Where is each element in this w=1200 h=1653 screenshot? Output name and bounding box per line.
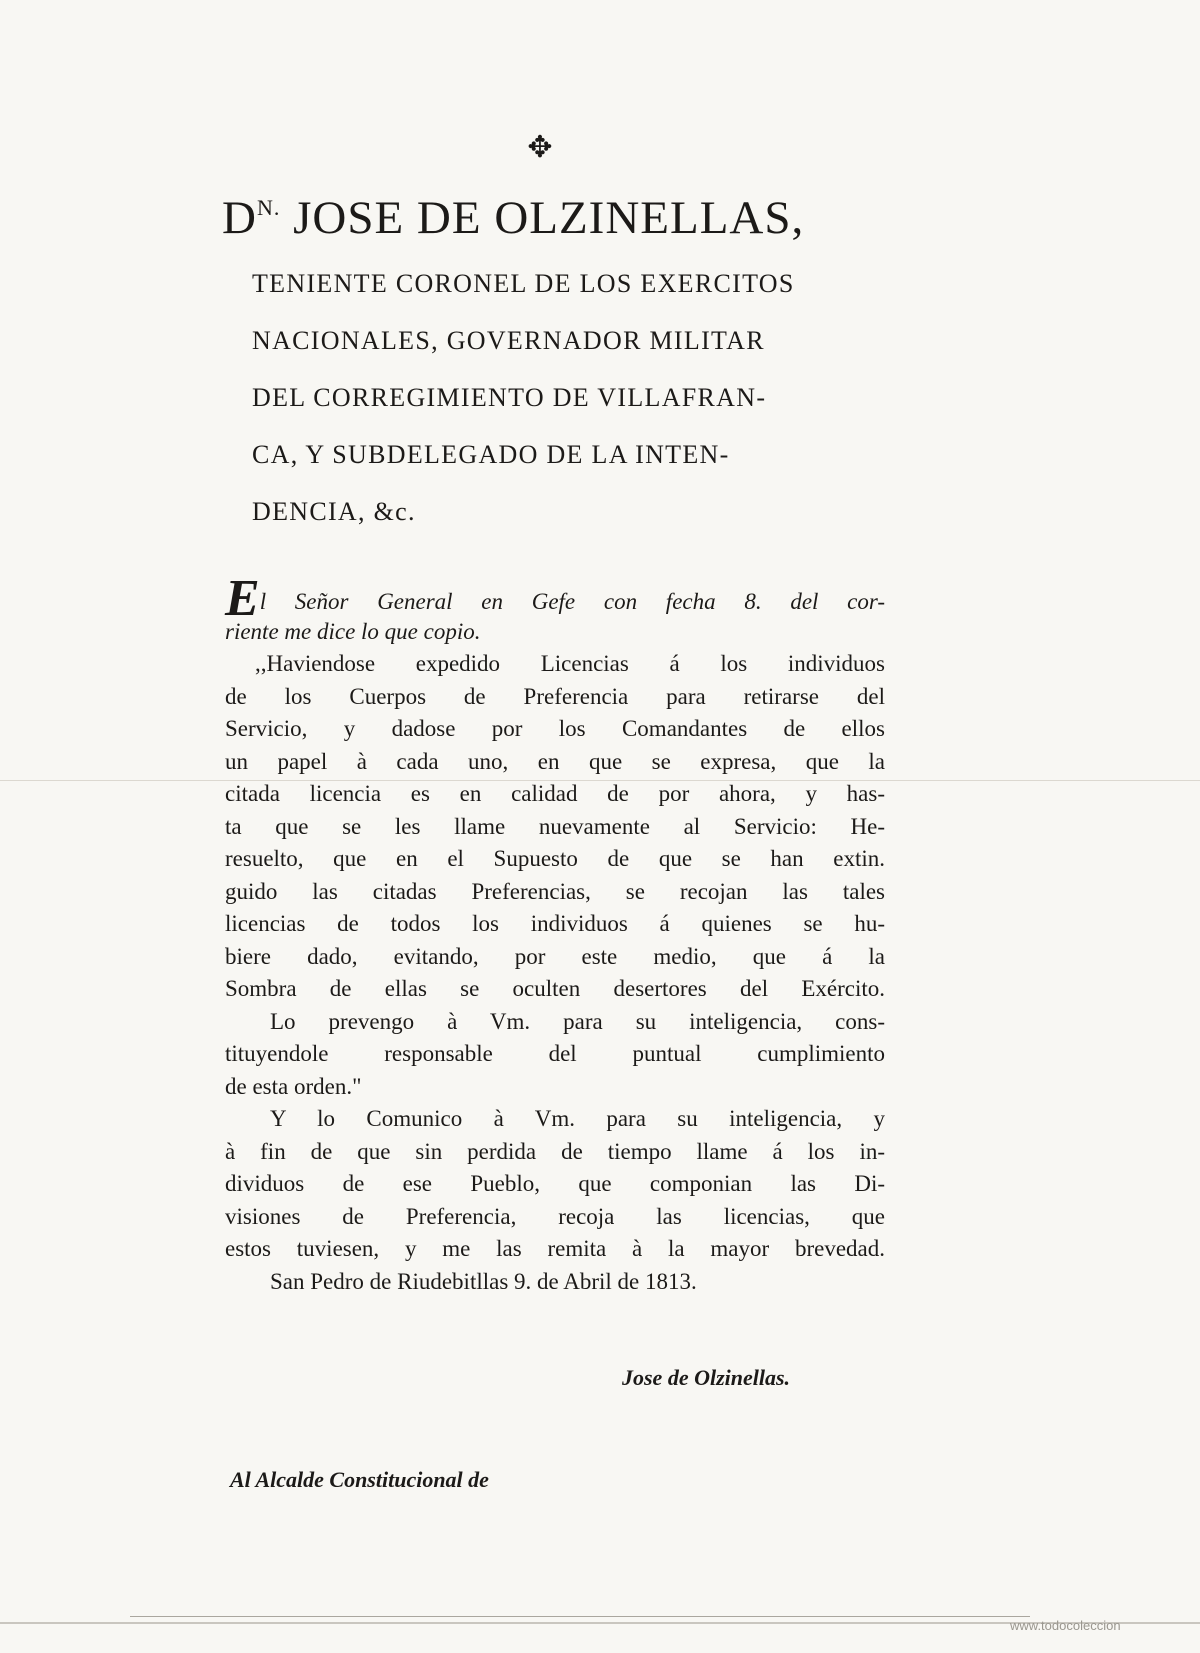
opening-line xyxy=(225,570,885,627)
comunico-line: dividuos de ese Pueblo, que componian las Di- xyxy=(225,1171,885,1196)
heading-line: DENCIA, &c. xyxy=(252,497,416,526)
paper-edge-line xyxy=(130,1616,1030,1617)
quote-line: ,,Haviendose expedido Licencias á los individuos xyxy=(255,651,885,676)
title-prefix: D xyxy=(222,192,257,244)
quote-line: citada licencia es en calidad de por ahora, y has- xyxy=(225,781,885,806)
prevengo-line: de esta orden." xyxy=(225,1073,362,1099)
quote-line: biere dado, evitando, por este medio, que á la xyxy=(225,943,885,969)
opening-line-text: l Señor General en Gefe con fecha 8. del cor- xyxy=(259,589,885,614)
quote-line: Sombra de ellas se oculten desertores del Exército. xyxy=(225,976,885,1001)
document-title xyxy=(222,178,902,248)
title-name: JOSE DE OLZINELLAS, xyxy=(280,192,805,244)
comunico-line: Y lo Comunico à Vm. para su inteligencia, y xyxy=(270,1106,885,1131)
opening-line-2: riente me dice lo que copio. xyxy=(225,618,481,644)
signature: Jose de Olzinellas. xyxy=(622,1365,791,1390)
quote-line: licencias de todos los individuos á quienes se hu- xyxy=(225,911,885,936)
heading-line: DEL CORREGIMIENTO DE VILLAFRAN- xyxy=(252,383,767,412)
heading-line: NACIONALES, GOVERNADOR MILITAR xyxy=(252,326,765,355)
quote-line: resuelto, que en el Supuesto de que se han extin. xyxy=(225,846,885,871)
heading-line: TENIENTE CORONEL DE LOS EXERCITOS xyxy=(252,269,795,298)
quote-line: de los Cuerpos de Preferencia para retirarse del xyxy=(225,683,885,709)
quote-line: un papel à cada uno, en que se expresa, que la xyxy=(225,748,885,774)
watermark: www.todocoleccion xyxy=(1010,1618,1121,1633)
heading-line: CA, Y SUBDELEGADO DE LA INTEN- xyxy=(252,440,730,469)
title-heading-block xyxy=(252,255,892,540)
quote-line: guido las citadas Preferencias, se recojan las tales xyxy=(225,878,885,904)
addressee: Al Alcalde Constitucional de xyxy=(230,1467,489,1492)
comunico-line: à fin de que sin perdida de tiempo llame á los in- xyxy=(225,1138,885,1164)
quote-line: Servicio, y dadose por los Comandantes de ellos xyxy=(225,716,885,741)
title-superscript: N. xyxy=(256,195,281,220)
drop-cap: E xyxy=(225,570,260,627)
comunico-line: estos tuviesen, y me las remita à la mayor brevedad. xyxy=(225,1236,885,1261)
body-text xyxy=(225,570,885,1298)
cross-ornament-icon: ✥ xyxy=(527,130,553,165)
comunico-line: visiones de Preferencia, recoja las licencias, que xyxy=(225,1203,885,1229)
prevengo-line: tituyendole responsable del puntual cumplimiento xyxy=(225,1041,885,1066)
quote-line: ta que se les llame nuevamente al Servicio: He- xyxy=(225,813,885,839)
place-date: San Pedro de Riudebitllas 9. de Abril de 1813. xyxy=(270,1268,697,1294)
prevengo-line: Lo prevengo à Vm. para su inteligencia, cons- xyxy=(270,1008,885,1034)
